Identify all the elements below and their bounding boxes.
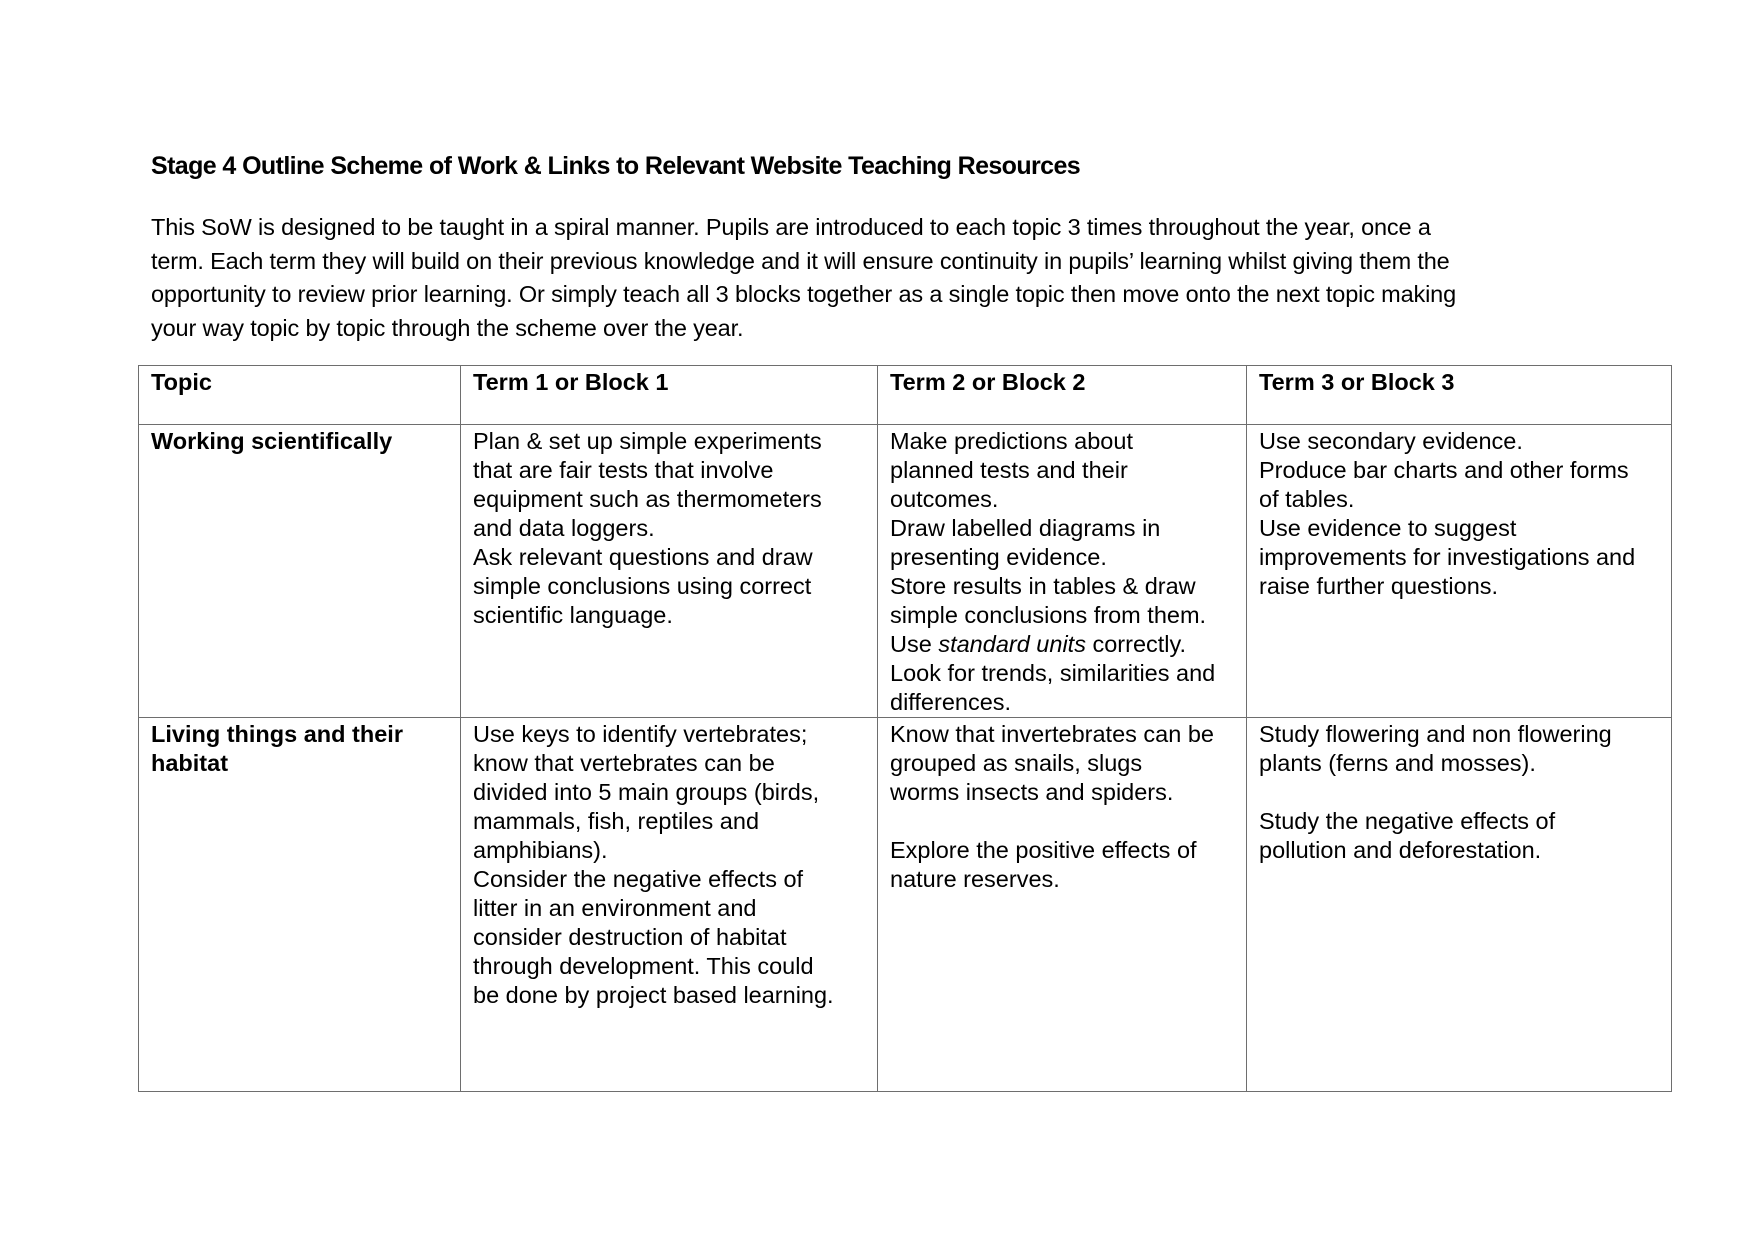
intro-line: opportunity to review prior learning. Or simply teach all 3 blocks together as a single topic then move onto the next topic making (151, 281, 1457, 307)
term-2-cell (878, 425, 1247, 718)
cell-line: scientific language. (473, 602, 673, 628)
cell-line: know that vertebrates can be (473, 750, 775, 776)
term-2-cell (878, 718, 1247, 1092)
cell-line: consider destruction of habitat (473, 924, 787, 950)
cell-line: be done by project based learning. (473, 982, 834, 1008)
topic-cell (139, 425, 461, 718)
header-topic: Topic (139, 366, 461, 425)
paragraph-gap (890, 807, 1236, 836)
cell-line: Use keys to identify vertebrates; (473, 721, 808, 747)
cell-line: pollution and deforestation. (1259, 837, 1542, 863)
cell-line-units (890, 630, 1236, 659)
cell-line: differences. (890, 689, 1012, 715)
cell-line: raise further questions. (1259, 573, 1499, 599)
cell-line: outcomes. (890, 486, 999, 512)
cell-line: Store results in tables & draw (890, 573, 1196, 599)
term-1-cell (461, 718, 878, 1092)
cell-line: Use evidence to suggest (1259, 515, 1517, 541)
cell-line: Know that invertebrates can be (890, 721, 1214, 747)
table-row-working-scientifically (139, 425, 1672, 718)
cell-line: Ask relevant questions and draw (473, 544, 813, 570)
cell-line: that are fair tests that involve (473, 457, 774, 483)
cell-line: amphibians). (473, 837, 608, 863)
cell-line: and data loggers. (473, 515, 655, 541)
cell-line: grouped as snails, slugs (890, 750, 1143, 776)
units-prefix: Use (890, 631, 939, 657)
cell-line: Look for trends, similarities and (890, 660, 1216, 686)
cell-line: Explore the positive effects of (890, 837, 1197, 863)
intro-line: your way topic by topic through the scheme over the year. (151, 314, 744, 341)
cell-line: Study the negative effects of (1259, 808, 1556, 834)
header-term-1: Term 1 or Block 1 (461, 366, 878, 425)
cell-line: Produce bar charts and other forms (1259, 457, 1629, 483)
cell-line: through development. This could (473, 953, 814, 979)
intro-line: This SoW is designed to be taught in a spiral manner. Pupils are introduced to each topic 3 times throughout the year, once a (151, 214, 1431, 240)
cell-line: presenting evidence. (890, 544, 1107, 570)
cell-line: mammals, fish, reptiles and (473, 808, 760, 834)
cell-line: Plan & set up simple experiments (473, 428, 822, 454)
cell-line: planned tests and their (890, 457, 1128, 483)
cell-line: of tables. (1259, 486, 1355, 512)
topic-line: Living things and their (151, 721, 403, 747)
intro-line: term. Each term they will build on their previous knowledge and it will ensure continuity in pupils’ learning whilst giving them the (151, 247, 1450, 274)
term-3-cell (1247, 425, 1672, 718)
units-suffix: correctly. (1085, 631, 1187, 657)
header-term-3: Term 3 or Block 3 (1247, 366, 1672, 425)
topic-cell (139, 718, 461, 1092)
document-title: Stage 4 Outline Scheme of Work & Links to Relevant Website Teaching Resources (151, 152, 1081, 180)
cell-line: Study flowering and non flowering (1259, 721, 1612, 747)
cell-line: simple conclusions using correct (473, 573, 812, 599)
topic-line: habitat (151, 750, 229, 776)
scheme-of-work-table (138, 365, 1672, 1092)
cell-line: Draw labelled diagrams in (890, 515, 1161, 541)
cell-line: worms insects and spiders. (890, 779, 1174, 805)
term-1-cell (461, 425, 878, 718)
cell-line: simple conclusions from them. (890, 602, 1207, 628)
units-italic: standard units (938, 631, 1086, 657)
cell-line: nature reserves. (890, 866, 1060, 892)
intro-paragraph (151, 211, 1591, 345)
table-row-living-things (139, 718, 1672, 1092)
cell-line: Use secondary evidence. (1259, 428, 1523, 454)
cell-line: equipment such as thermometers (473, 486, 822, 512)
cell-line: litter in an environment and (473, 895, 757, 921)
cell-line: divided into 5 main groups (birds, (473, 779, 820, 805)
cell-line: improvements for investigations and (1259, 544, 1636, 570)
cell-line: plants (ferns and mosses). (1259, 750, 1536, 776)
table-header-row (139, 366, 1672, 425)
cell-line: Consider the negative effects of (473, 866, 804, 892)
topic-line: Working scientifically (151, 428, 393, 454)
paragraph-gap (1259, 778, 1661, 807)
cell-line: Make predictions about (890, 428, 1133, 454)
term-3-cell (1247, 718, 1672, 1092)
header-term-2: Term 2 or Block 2 (878, 366, 1247, 425)
